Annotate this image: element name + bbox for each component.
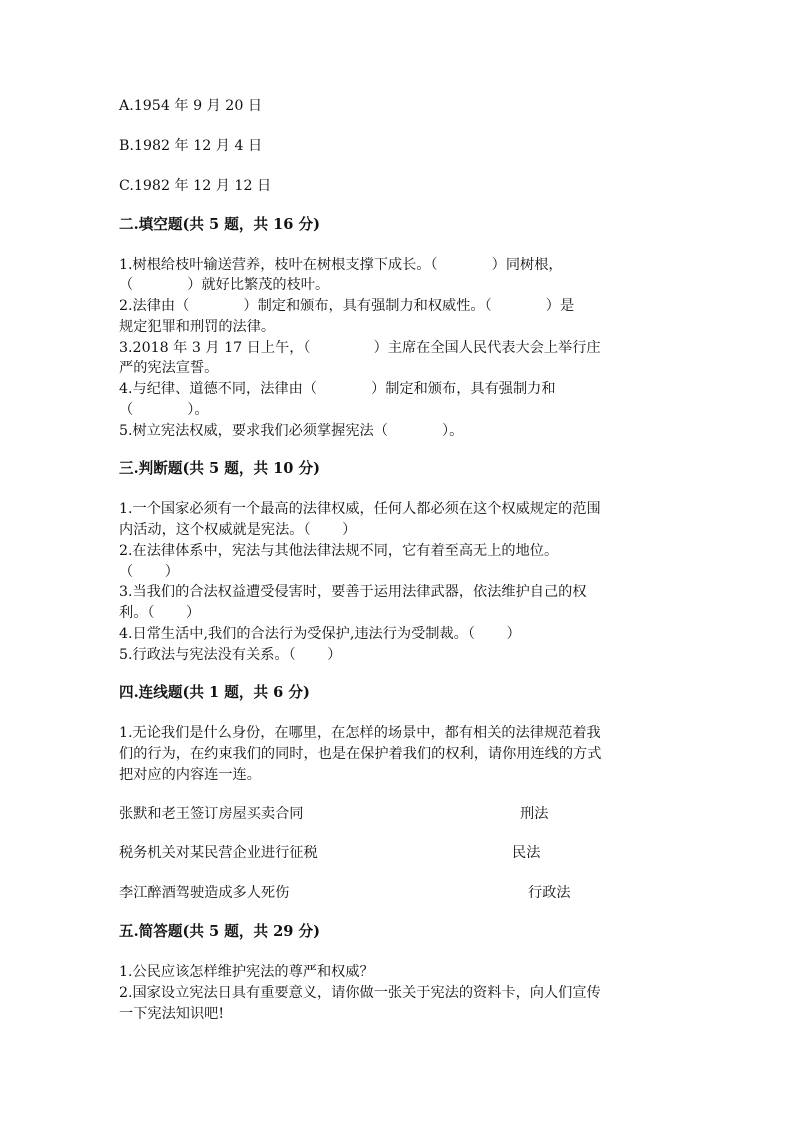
match-right-item: 刑法: [520, 806, 549, 822]
question-line: 4.与纪律、道德不同，法律由（ ）制定和颁布，具有强制力和: [119, 381, 556, 397]
question-line: 一下宪法知识吧!: [119, 1006, 225, 1022]
option-b: B.1982 年 12 月 4 日: [119, 138, 263, 154]
question-line: 们的行为，在约束我们的同时，也是在保护着我们的权利，请你用连线的方式: [119, 746, 602, 762]
question-line: 2.在法律体系中，宪法与其他法律法规不同，它有着至高无上的地位。: [119, 543, 559, 559]
question-line: 内活动，这个权威就是宪法。（ ）: [119, 522, 357, 538]
question-line: 4.日常生活中,我们的合法行为受保护,违法行为受制裁。（ ）: [119, 626, 521, 642]
match-left-item: 张默和老王签订房屋买卖合同: [119, 806, 304, 822]
question-line: 1.公民应该怎样维护宪法的尊严和权威？: [119, 964, 374, 980]
question-line: （ ）。: [119, 402, 209, 418]
question-line: 1.无论我们是什么身份，在哪里，在怎样的场景中，都有相关的法律规范着我: [119, 725, 601, 741]
question-line: 5.树立宪法权威，要求我们必须掌握宪法（ ）。: [119, 423, 464, 439]
match-right-item: 民法: [512, 845, 541, 861]
question-line: 利。（ ）: [119, 605, 201, 621]
match-right-item: 行政法: [528, 885, 571, 901]
match-left-item: 税务机关对某民营企业进行征税: [119, 845, 318, 861]
question-line: 5.行政法与宪法没有关系。（ ）: [119, 647, 342, 663]
question-line: 把对应的内容连一连。: [119, 767, 261, 783]
section-heading-matching: 四.连线题(共 1 题，共 6 分): [119, 684, 310, 701]
question-line: 3.2018 年 3 月 17 日上午，（ ）主席在全国人民代表大会上举行庄: [119, 340, 601, 356]
question-line: （ ）就好比繁茂的枝叶。: [119, 277, 330, 293]
section-heading-fill-in: 二.填空题(共 5 题，共 16 分): [119, 216, 321, 233]
match-left-item: 李江醉酒驾驶造成多人死伤: [119, 885, 290, 901]
question-line: 严的宪法宣誓。: [119, 360, 219, 376]
question-line: 2.法律由（ ）制定和颁布，具有强制力和权威性。（ ）是: [119, 298, 575, 314]
option-a: A.1954 年 9 月 20 日: [119, 98, 263, 114]
question-line: 1.树根给枝叶输送营养，枝叶在树根支撑下成长。（ ）同树根，: [119, 257, 563, 273]
section-heading-short-answer: 五.简答题(共 5 题，共 29 分): [119, 923, 321, 940]
question-line: 1.一个国家必须有一个最高的法律权威，任何人都必须在这个权威规定的范围: [119, 501, 601, 517]
question-line: 3.当我们的合法权益遭受侵害时，要善于运用法律武器，依法维护自己的权: [119, 584, 587, 600]
question-line: （ ）: [119, 564, 179, 580]
question-line: 2.国家设立宪法日具有重要意义，请你做一张关于宪法的资料卡，向人们宣传: [119, 985, 601, 1001]
section-heading-true-false: 三.判断题(共 5 题，共 10 分): [119, 460, 321, 477]
option-c: C.1982 年 12 月 12 日: [119, 178, 272, 194]
question-line: 规定犯罪和刑罚的法律。: [119, 319, 276, 335]
